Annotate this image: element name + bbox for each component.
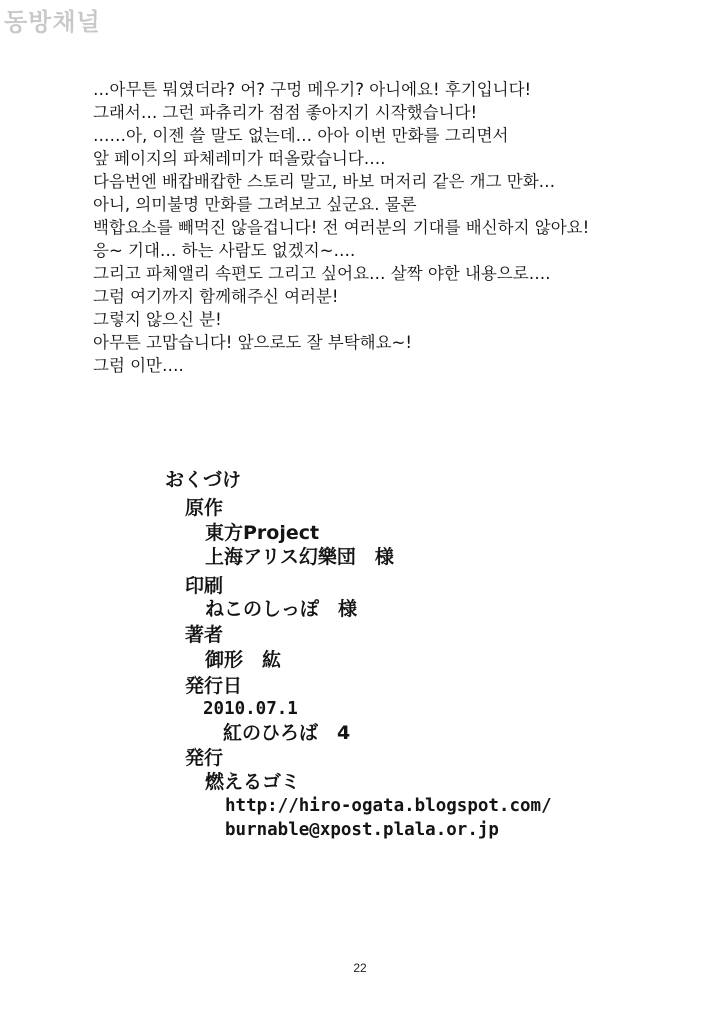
afterword-line: 그럼 여기까지 함께해주신 여러분!: [93, 287, 339, 306]
email-address[interactable]: burnable@xpost.plala.or.jp: [225, 820, 499, 840]
release-date: 2010.07.1: [203, 699, 298, 719]
afterword-line: …아무튼 뭐였더라? 어? 구멍 메우기? 아니에요! 후기입니다!: [93, 80, 532, 99]
printing-label: 印刷: [185, 575, 224, 597]
original-author: 上海アリス幻樂団 様: [205, 546, 394, 568]
afterword-line: 응~ 기대… 하는 사람도 없겠지~….: [93, 241, 356, 260]
printer: ねこのしっぽ 様: [205, 598, 358, 620]
afterword-line: 앞 페이지의 파체레미가 떠올랐습니다….: [93, 149, 386, 168]
page-number: 22: [353, 961, 367, 975]
original-work: 東方Project: [205, 522, 320, 544]
afterword-line: 아니, 의미불명 만화를 그려보고 싶군요. 물론: [93, 195, 417, 214]
url-link[interactable]: http://hiro-ogata.blogspot.com/: [225, 796, 552, 816]
publisher-name: 燃えるゴミ: [205, 771, 301, 793]
colophon-heading: おくづけ: [165, 469, 242, 491]
afterword-text: [93, 78, 653, 377]
afterword-line: 그래서… 그런 파츄리가 점점 좋아지기 시작했습니다!: [93, 103, 478, 122]
afterword-line: ……아, 이젠 쓸 말도 없는데… 아아 이번 만화를 그리면서: [93, 126, 509, 145]
afterword-line: 그렇지 않으신 분!: [93, 310, 222, 329]
afterword-line: 다음번엔 배캅배캅한 스토리 말고, 바보 머저리 같은 개그 만화…: [93, 172, 556, 191]
afterword-line: 그럼 이만….: [93, 356, 184, 375]
afterword-line: 그리고 파체앨리 속편도 그리고 싶어요… 살짝 야한 내용으로….: [93, 264, 551, 283]
publisher-label: 発行: [185, 747, 224, 769]
author-name: 御形 紘: [205, 649, 282, 671]
afterword-line: 아무튼 고맙습니다! 앞으로도 잘 부탁해요~!: [93, 333, 412, 352]
release-date-label: 発行日: [185, 675, 243, 697]
afterword-line: 백합요소를 빼먹진 않을겁니다! 전 여러분의 기대를 배신하지 않아요!: [93, 218, 590, 237]
original-label: 原作: [185, 497, 224, 519]
watermark: 동방채널: [4, 8, 101, 36]
event-name: 紅のひろば 4: [223, 722, 351, 744]
author-label: 著者: [185, 624, 224, 646]
